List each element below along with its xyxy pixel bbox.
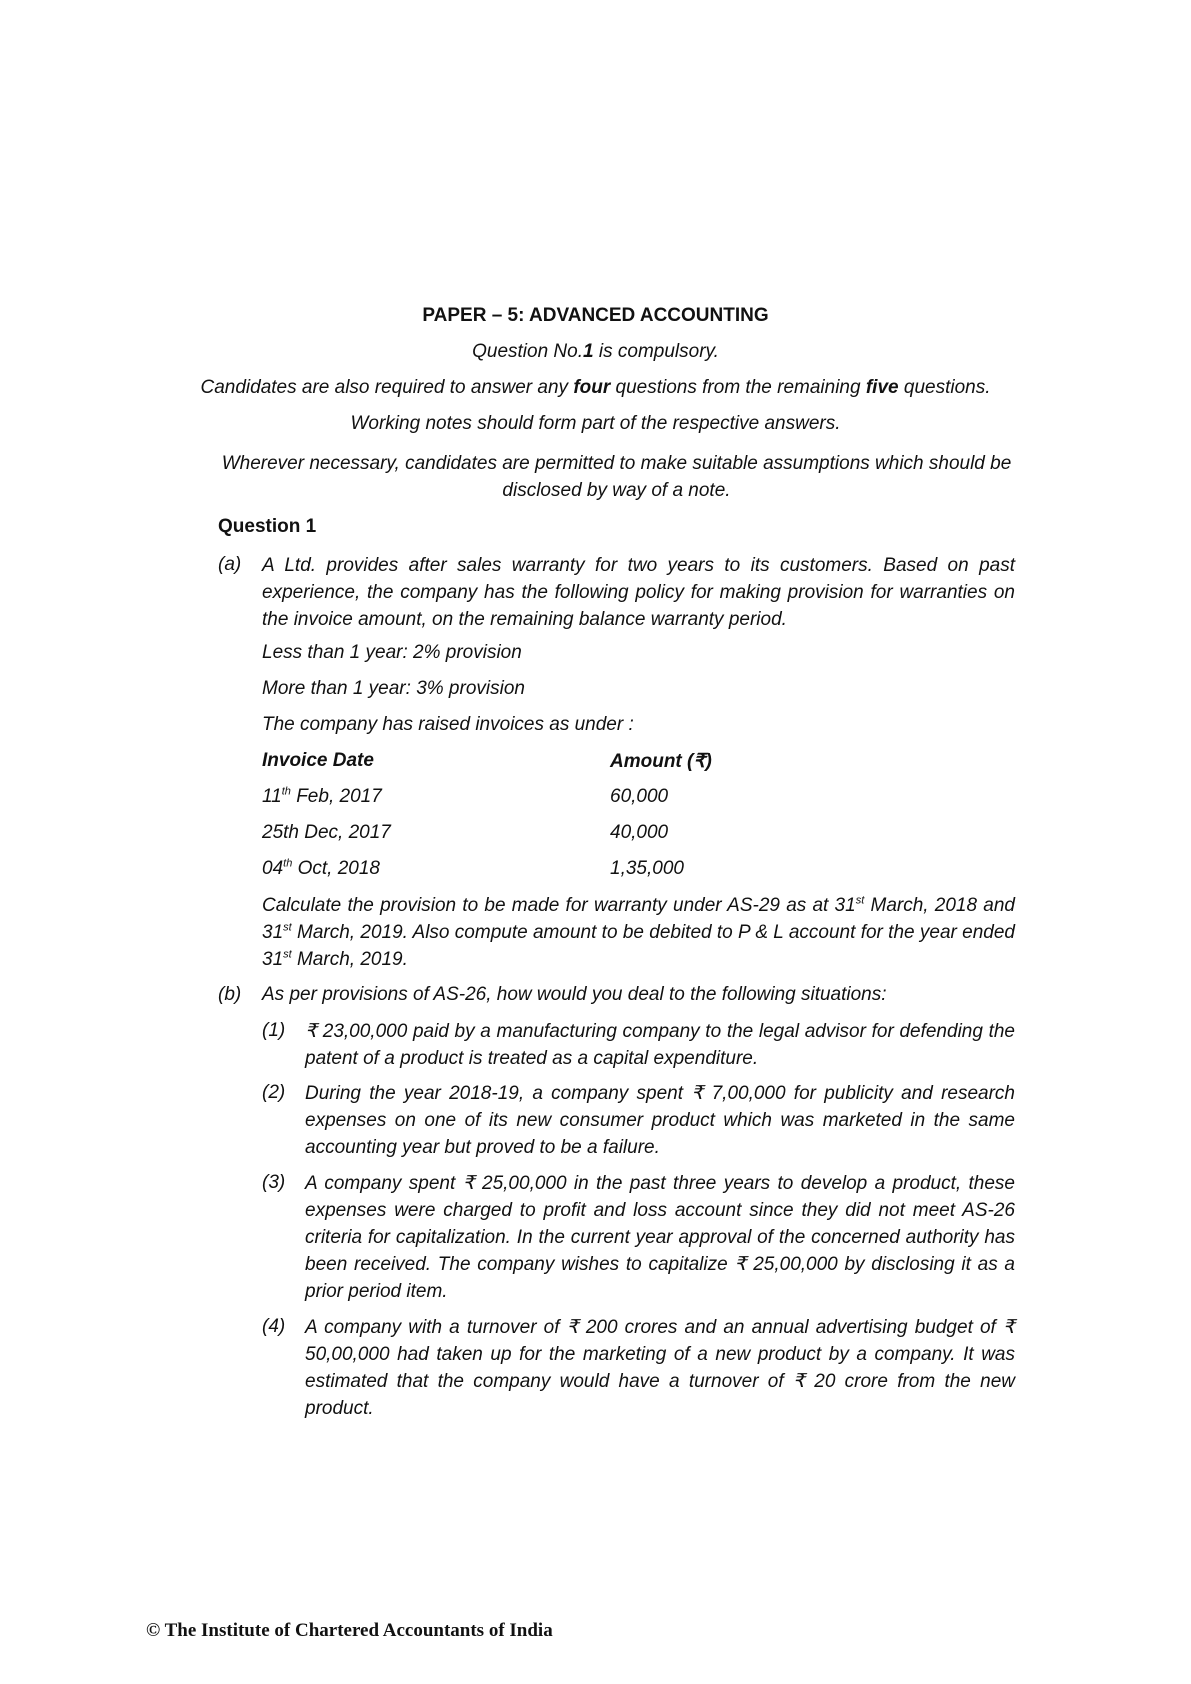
instruction-working-notes: Working notes should form part of the respective answers. — [350, 413, 841, 434]
table-row-1-amount: 60,000 — [610, 786, 669, 807]
item-3-number: (3) — [262, 1172, 286, 1193]
part-a-calculation: Calculate the provision to be made for warranty under AS-29 as at 31st March, 2018 and 31st March, 2019. Also compute amount to be debited to P & L account for the year ended 31st March, 2019. — [262, 894, 1015, 970]
instruction-compulsory: Question No.1 is compulsory. — [472, 341, 719, 362]
part-b-intro: As per provisions of AS-26, how would you deal to the following situations: — [262, 984, 887, 1005]
table-row-1-date: 11th Feb, 2017 — [262, 785, 382, 807]
invoices-intro: The company has raised invoices as under : — [262, 714, 634, 735]
table-row-3-date: 04th Oct, 2018 — [262, 857, 380, 879]
instruction-assumptions: Wherever necessary, candidates are permitted to make suitable assumptions which should be disclosed by way of a note. — [221, 453, 1012, 501]
item-2-text: During the year 2018-19, a company spent ₹ 7,00,000 for publicity and research expenses on one of its new consumer product which was marketed in the same accounting year but proved to be a failure. — [305, 1083, 1015, 1158]
part-b-label: (b) — [218, 984, 242, 1005]
table-header-invoice-date: Invoice Date — [262, 750, 374, 771]
question-heading: Question 1 — [218, 516, 317, 537]
table-header-amount: Amount (₹) — [610, 751, 712, 772]
part-a-intro: A Ltd. provides after sales warranty for two years to its customers. Based on past experience, the company has the following policy for making provision for warranties on the invoice amount, on the remaining balance warranty period. — [262, 555, 1015, 630]
footer-copyright: © The Institute of Chartered Accountants of India — [146, 1620, 553, 1641]
item-1-text: ₹ 23,00,000 paid by a manufacturing company to the legal advisor for defending the patent of a product is treated as a capital expenditure. — [305, 1021, 1015, 1069]
item-1-number: (1) — [262, 1020, 286, 1041]
table-row-3-amount: 1,35,000 — [610, 858, 684, 879]
policy-more-than-one-year: More than 1 year: 3% provision — [262, 678, 525, 699]
page-title: PAPER – 5: ADVANCED ACCOUNTING — [422, 305, 769, 326]
item-4-text: A company with a turnover of ₹ 200 crores and an annual advertising budget of ₹ 50,00,000 had taken up for the marketing of a new product by a company. It was estimated that the company would have a turnover of ₹ 20 crore from the new product. — [305, 1317, 1015, 1419]
policy-less-than-one-year: Less than 1 year: 2% provision — [262, 642, 522, 663]
table-row-2-date: 25th Dec, 2017 — [262, 822, 391, 843]
item-3-text: A company spent ₹ 25,00,000 in the past three years to develop a product, these expenses were charged to profit and loss account since they did not meet AS-26 criteria for capitalization. In the current year approval of the concerned authority has been received. The company wishes to capitalize ₹ 25,00,000 by disclosing it as a prior period item. — [305, 1173, 1015, 1302]
part-a-label: (a) — [218, 554, 242, 575]
table-row-2-amount: 40,000 — [610, 822, 669, 843]
item-2-number: (2) — [262, 1082, 286, 1103]
instruction-candidates: Candidates are also required to answer any four questions from the remaining five questions. — [200, 377, 991, 398]
item-4-number: (4) — [262, 1316, 286, 1337]
